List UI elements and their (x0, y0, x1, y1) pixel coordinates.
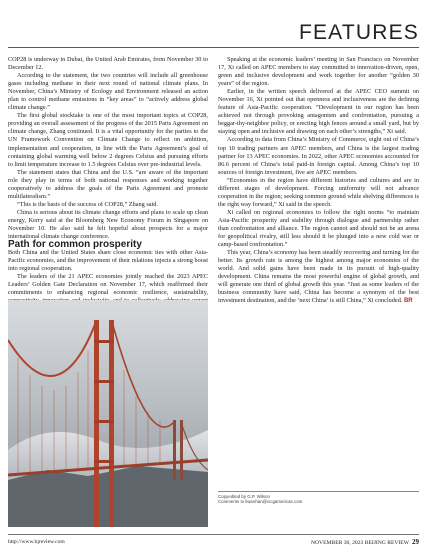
golden-gate-bridge-photo (8, 300, 208, 527)
paragraph: According to the statement, the two countries will include all greenhouse gases including methane in their next round of national climate plans. In November, China’s Ministry of Ecology and Environment released an action plan to control methane emissions in “key areas” to “actively address global climate change.” (8, 72, 208, 112)
paragraph: “Economies in the region have different histories and cultures and are in different stages of development. Forcing uniformity will not advance cooperation in the region; seeking common ground while shelving differences is the right way forward,” Xi said in the speech. (218, 176, 419, 208)
paragraph: “This is the basis of the success of COP28,” Zhang said. (17, 200, 158, 208)
footer-url[interactable]: http://www.bjreview.com (8, 539, 65, 545)
paragraph-text: This year, China’s economy has been steadily recovering and turning for the better. Its growth rate is among the highest among major economies of the world. And solid gains have been made in its pursuit of high-quality development. China remains the most powerful engine of global growth, and will generate one third of global growth this year. “Just as some leaders of the business community have said, China has become a synonym of the best investment destination, and the ‘next China’ is still China,” Xi concluded. (218, 249, 419, 305)
paragraph: Xi called on regional economies to follow the right norms “to maintain Asia-Pacific prosperity and stability through dialogue and partnership rather than confrontation and alliance. The region cannot and should not be an arena for geopolitical rivalry, still less should it be plunged into a new cold war or camp-based confrontation.” (218, 208, 419, 249)
page-number: 29 (412, 538, 419, 546)
end-mark: BR (403, 298, 413, 305)
footer-rule (8, 534, 419, 535)
comments-contact: Comments to liwenhan@cicgamericas.com (218, 499, 303, 505)
footer-issue (311, 538, 419, 546)
issue-label: NOVEMBER 30, 2023 BEIJING REVIEW (310, 540, 409, 546)
left-column (8, 56, 208, 314)
section-title: FEATURES (298, 21, 419, 44)
paragraph: The first global stocktake is one of the most important topics at COP28, providing an overall assessment of the progress of the 2015 Paris Agreement on climate change, Zhang continued. It is a vital opportunity for the parties to the UN Framework Convention on Climate Change to reflect on ambition, implementation and cooperation, in line with the Paris Agreement’s goal of containing global warming well below 2 degrees Celsius and pursuing efforts to limit temperature increase to 1.5 degrees Celsius over pre-industrial levels. (8, 112, 208, 168)
paragraph: The statement states that China and the U.S. “are aware of the important role they play in terms of both national responses and working together cooperatively to address the goals of the Paris Agreement and promote multilateralism.” (8, 168, 208, 200)
paragraph: China is serious about its climate change efforts and plans to scale up clean energy, Kerry said at the Bloomberg New Economy Forum in Singapore on November 10. He also said he felt hopeful about prospects for a major international climate change conference. (8, 208, 208, 241)
paragraph: According to data from China’s Ministry of Commerce, eight out of China’s top 10 trading partners are APEC members, and China is the largest trading partner for 13 APEC economies. In 2022, other APEC economies accounted for 86.6 percent of China’s total paid-in foreign capital. Among China’s top 10 sources of foreign investment, five are APEC members. (218, 136, 419, 176)
subheading: Path for common prosperity (8, 239, 142, 251)
right-column (218, 56, 419, 305)
paragraph: The leaders of the 21 APEC economies jointly reached the 2023 APEC Leaders’ Golden Gate Declaration on November 17, which reaffirmed their commitments to enhancing regional economic resilience, sustainability, (8, 273, 208, 297)
header-rule (8, 47, 419, 48)
paragraph: Speaking at the economic leaders’ meeting in San Francisco on November 17, Xi called on APEC members to stay committed to innovation-driven, open, green and inclusive development and work together for another “golden 30 years” of the region. (218, 56, 419, 88)
copyeditor-credit: Copyedited by G.P. Wilson (218, 494, 270, 499)
paragraph (218, 249, 419, 305)
credit-box (218, 491, 419, 505)
paragraph: Both China and the United States share close economic ties with other Asia-Pacific economies, and the improvement of their relations injects a strong boost into regional cooperation. (8, 249, 208, 273)
paragraph: COP28 is underway in Dubai, the United Arab Emirates, from November 30 to December 12. (8, 56, 208, 72)
paragraph: Earlier, in the written speech delivered at the APEC CEO summit on November 16, Xi pointed out that openness and inclusiveness are the defining feature of Asia-Pacific cooperation. “Development in our region has been achieved not through provoking antagonism and confrontation, pursuing a beggar-thy-neighbor policy, or erecting high fences around a small yard, but by staying open and inclusive and drawing on each other’s strengths,” Xi said. (218, 88, 419, 136)
